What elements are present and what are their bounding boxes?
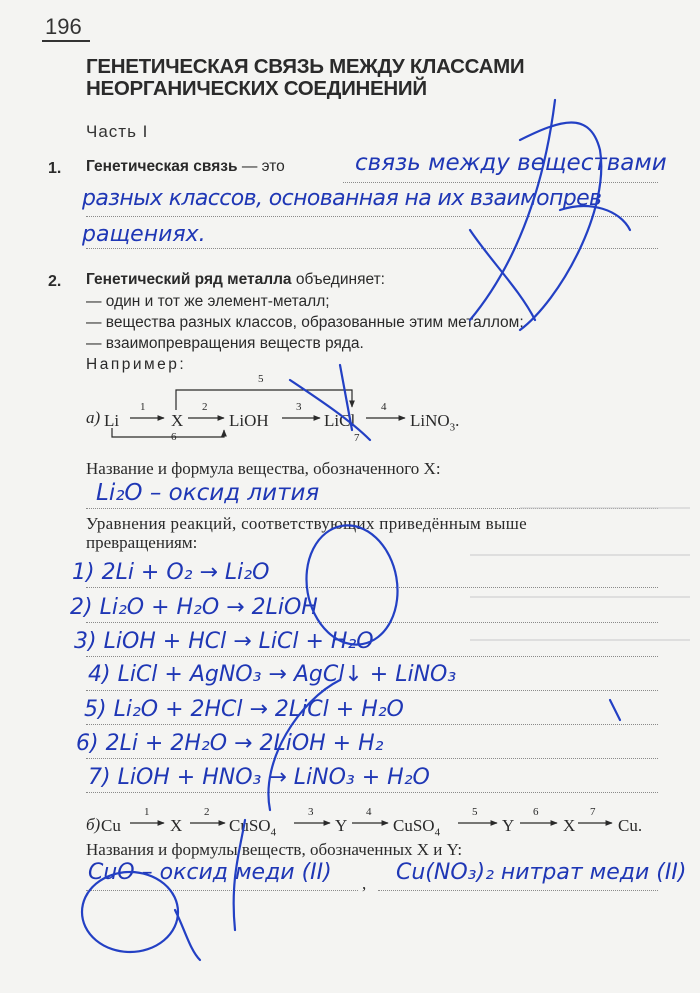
chain-a-label: а) (86, 408, 101, 427)
bracket-label-bottom-2: 7 (354, 432, 360, 444)
name-prompt-b: Названия и формулы веществ, обозначенных X и Y: (86, 840, 463, 859)
chain-b-item-y: Y (335, 816, 348, 835)
q2-term: Генетический ряд металла (86, 271, 292, 288)
q1-rest: — это (237, 158, 285, 175)
equation-6: 6) 2Li + 2H₂O → 2LiOH + H₂ (76, 731, 384, 756)
chain-b-item-y-2: Y (502, 816, 515, 835)
bracket-label-bottom: 6 (171, 431, 177, 443)
title-line-1: ГЕНЕТИЧЕСКАЯ СВЯЗЬ МЕЖДУ КЛАССАМИ (86, 55, 525, 78)
chain-a-item-licl: LiCl (324, 411, 356, 430)
q2-bullet-2: — вещества разных классов, образованные этим металлом; (86, 314, 524, 331)
equation-2: 2) Li₂O + H₂O → 2LiOH (70, 595, 318, 620)
bracket-6 (112, 428, 224, 437)
equations-prompt-line-2: превращениям: (86, 533, 198, 552)
chain-b-item-cuso4: CuSO$_4$ (229, 816, 277, 839)
chain-a-item-lino3: LiNO$_3$. (410, 411, 460, 434)
bleed-through (470, 508, 690, 640)
arrow-label: 2 (202, 401, 208, 413)
arrow-label: 7 (590, 806, 596, 818)
q2-bullet-1: — один и тот же элемент-металл; (86, 293, 330, 310)
chain-b-item-x: X (170, 816, 183, 835)
q2-number: 2. (48, 273, 62, 290)
scribble-stroke (234, 820, 245, 930)
chain-a-arrows (112, 390, 405, 437)
arrow-label: 1 (140, 401, 146, 413)
scribble-arc (520, 123, 601, 331)
chain-a-item-lioh: LiOH (229, 411, 269, 430)
arrow-label: 5 (472, 806, 478, 818)
example-label: Например: (86, 356, 187, 373)
answer-comma: , (362, 874, 367, 893)
equation-5: 5) Li₂O + 2HCl → 2LiCl + H₂O (84, 697, 404, 722)
equation-1: 1) 2Li + O₂ → Li₂O (72, 560, 270, 585)
chain-b-item-cu-2: Cu. (618, 816, 643, 835)
part-label: Часть I (86, 122, 149, 141)
scribble-ellipse (82, 872, 178, 952)
q1-answer-line-1: связь между веществами (355, 150, 667, 176)
equation-3: 3) LiOH + HCl → LiCl + H₂O (74, 629, 374, 654)
q1-answer-line-3: ращениях. (82, 222, 206, 247)
answer-y-b: Cu(NO₃)₂ нитрат меди (II) (396, 860, 687, 885)
arrow-label: 2 (204, 806, 210, 818)
chain-b-item-x-2: X (563, 816, 576, 835)
arrow-label: 1 (144, 806, 150, 818)
chain-a-item-x: X (171, 411, 184, 430)
arrow-label: 3 (296, 401, 302, 413)
chain-b-item-cu: Cu (101, 816, 121, 835)
pen-scribbles (82, 100, 630, 960)
answer-x-b: CuO – оксид меди (II) (88, 860, 332, 885)
chain-b-item-cuso4-2: CuSO$_4$ (393, 816, 441, 839)
chain-a-item-li: Li (104, 411, 120, 430)
title-line-2: НЕОРГАНИЧЕСКИХ СОЕДИНЕНИЙ (86, 77, 427, 100)
q1-term: Генетическая связь (86, 158, 238, 175)
name-prompt-a: Название и формула вещества, обозначенного X: (86, 459, 441, 478)
chain-b-label: б) (86, 815, 101, 834)
equation-4: 4) LiCl + AgNO₃ → AgCl↓ + LiNO₃ (88, 662, 457, 687)
arrow-label: 4 (366, 806, 372, 818)
answer-x-a: Li₂O – оксид лития (96, 480, 320, 506)
arrow-label: 3 (308, 806, 314, 818)
scribble-stroke (290, 380, 370, 440)
scribble-stroke (610, 700, 620, 720)
scribble-ellipse (297, 518, 406, 652)
arrow-label: 6 (533, 806, 539, 818)
scribble-stroke (268, 680, 340, 810)
q2-rest: объединяет: (291, 271, 385, 288)
bracket-5 (176, 390, 352, 410)
scribble-stroke (175, 910, 200, 960)
q1-answer-line-2: разных классов, основанная на их взаимопрев (82, 186, 602, 211)
arrow-label: 4 (381, 401, 387, 413)
equations-prompt-line-1: Уравнения реакций, соответствующих приведённым выше (86, 514, 527, 533)
page-number: 196 (45, 14, 82, 39)
equation-7: 7) LiOH + HNO₃ → LiNO₃ + H₂O (88, 765, 430, 790)
q1-number: 1. (48, 160, 62, 177)
bracket-label-top: 5 (258, 373, 264, 385)
q2-bullet-3: — взаимопревращения веществ ряда. (86, 335, 364, 352)
